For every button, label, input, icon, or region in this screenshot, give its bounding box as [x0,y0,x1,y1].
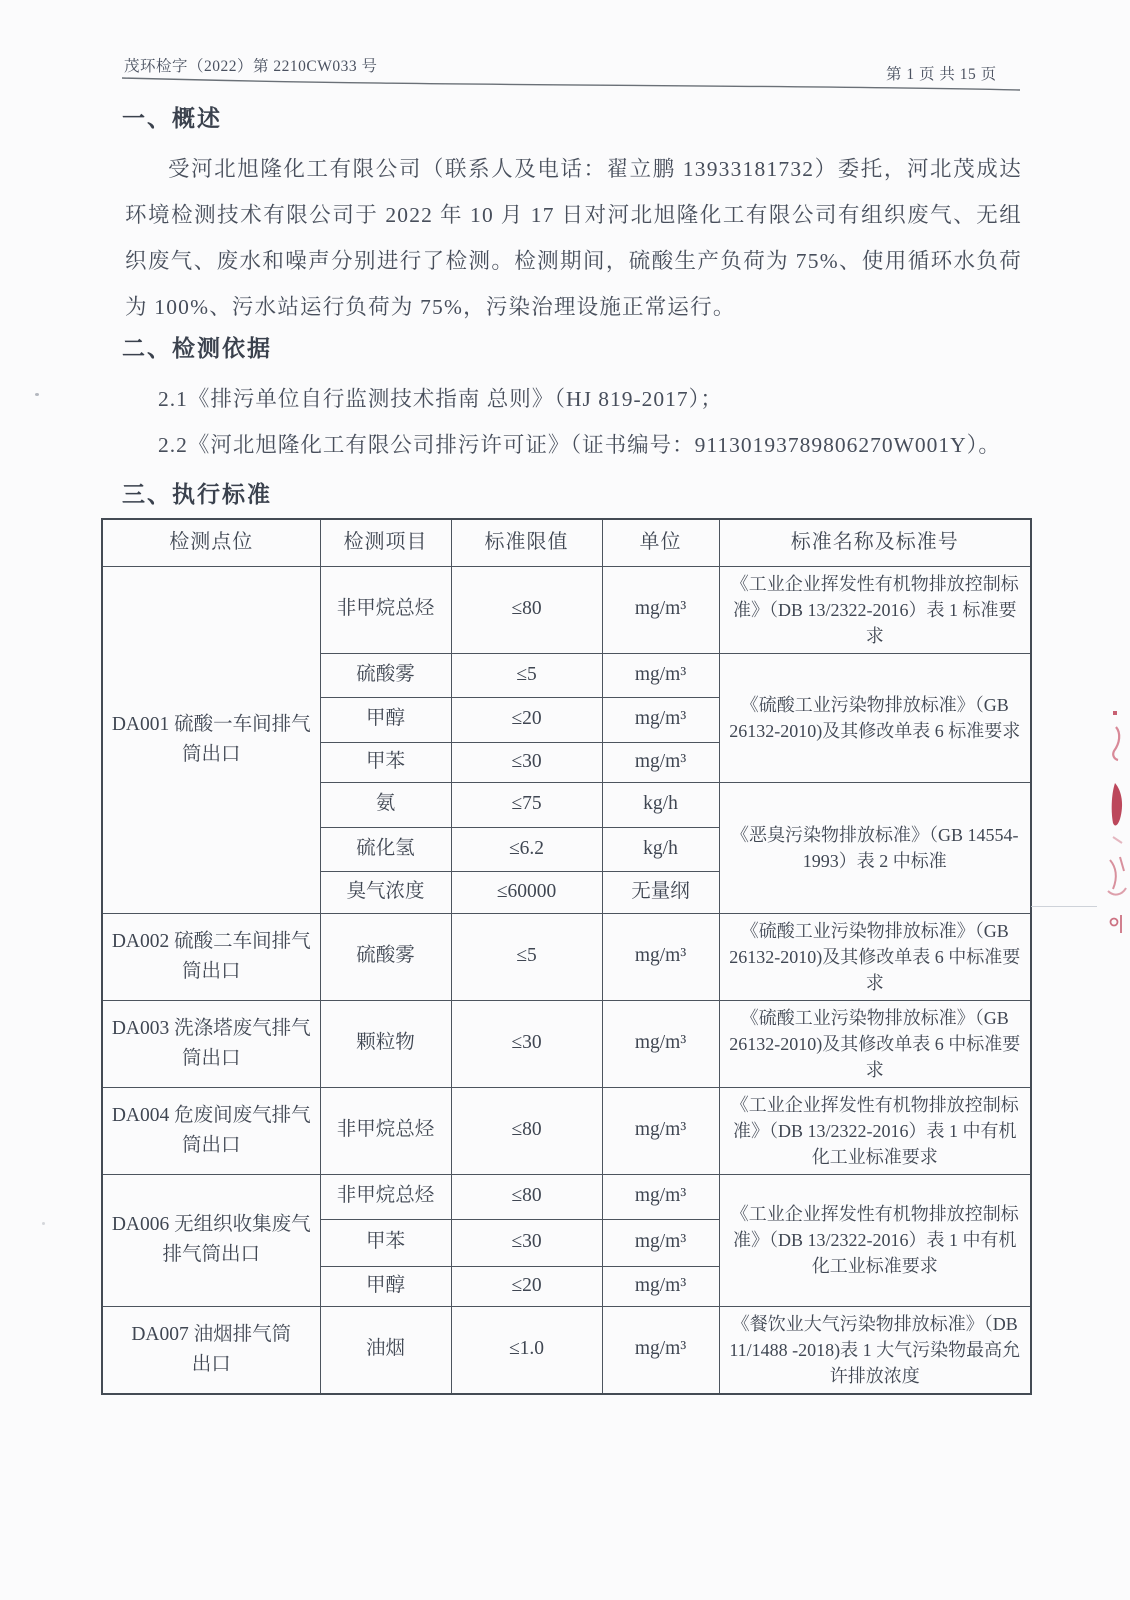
item-cell: 臭气浓度 [320,871,451,913]
standard-cell: 《硫酸工业污染物排放标准》（GB 26132-2010)及其修改单表 6 中标准要求 [719,913,1031,1000]
section2-title: 二、检测依据 [122,336,272,361]
standard-cell: 《工业企业挥发性有机物排放控制标准》（DB 13/2322-2016）表 1 中有机化工业标准要求 [719,1087,1031,1174]
unit-cell: mg/m³ [602,913,719,1000]
unit-cell: mg/m³ [602,1306,719,1394]
unit-cell: mg/m³ [602,1266,719,1306]
table-row [102,1087,1031,1174]
table-header-cell: 检测点位 [102,519,320,566]
item-cell: 非甲烷总烃 [320,566,451,653]
table-row [102,913,1031,1000]
limit-cell: ≤80 [451,1087,602,1174]
item-cell: 氨 [320,782,451,827]
unit-cell: mg/m³ [602,1219,719,1266]
table-header-cell: 检测项目 [320,519,451,566]
standard-cell: 《恶臭污染物排放标准》（GB 14554-1993）表 2 中标准 [719,782,1031,913]
limit-cell: ≤20 [451,697,602,742]
unit-cell: 无量纲 [602,871,719,913]
unit-cell: mg/m³ [602,1000,719,1087]
item-cell: 非甲烷总烃 [320,1174,451,1219]
section1-title: 一、概述 [122,106,222,131]
limit-cell: ≤80 [451,1174,602,1219]
standard-cell: 《硫酸工业污染物排放标准》（GB 26132-2010)及其修改单表 6 中标准要求 [719,1000,1031,1087]
limit-cell: ≤5 [451,913,602,1000]
standard-cell: 《工业企业挥发性有机物排放控制标准》（DB 13/2322-2016）表 1 标准要求 [719,566,1031,653]
scan-speck [42,1222,45,1225]
page-number: 第 1 页 共 15 页 [886,66,997,83]
item-cell: 非甲烷总烃 [320,1087,451,1174]
unit-cell: mg/m³ [602,653,719,697]
unit-cell: kg/h [602,782,719,827]
point-cell: DA001 硫酸一车间排气筒出口 [102,566,320,913]
reference-item-1: 2.1《排污单位自行监测技术指南 总则》（HJ 819-2017）； [158,387,723,411]
table-header-cell: 标准名称及标准号 [719,519,1031,566]
limit-cell: ≤30 [451,1219,602,1266]
point-cell: DA006 无组织收集废气排气筒出口 [102,1174,320,1306]
table-row [102,1306,1031,1394]
red-ink-marks [1100,695,1130,960]
overview-paragraph: 受河北旭隆化工有限公司（联系人及电话：翟立鹏 13933181732）委托，河北茂成达环境检测技术有限公司于 2022 年 10 月 17 日对河北旭隆化工有限公司有组织废气、无组织废气、废水和噪声分别进行了检测。检测期间，硫酸生产负荷为 75%、使用循环水负荷为 100%、污水站运行负荷为 75%，污染治理设施正常运行。 [125,157,1022,319]
limit-cell: ≤60000 [451,871,602,913]
standard-cell: 《工业企业挥发性有机物排放控制标准》（DB 13/2322-2016）表 1 中有机化工业标准要求 [719,1174,1031,1306]
unit-cell: mg/m³ [602,566,719,653]
limit-cell: ≤30 [451,1000,602,1087]
item-cell: 硫化氢 [320,827,451,871]
point-cell: DA004 危废间废气排气筒出口 [102,1087,320,1174]
limit-cell: ≤75 [451,782,602,827]
unit-cell: mg/m³ [602,1174,719,1219]
table-row [102,566,1031,653]
limit-cell: ≤30 [451,742,602,782]
point-cell: DA002 硫酸二车间排气筒出口 [102,913,320,1000]
standards-table [101,518,1032,1395]
unit-cell: mg/m³ [602,742,719,782]
standard-cell: 《硫酸工业污染物排放标准》（GB 26132-2010)及其修改单表 6 标准要求 [719,653,1031,782]
item-cell: 硫酸雾 [320,913,451,1000]
item-cell: 甲苯 [320,1219,451,1266]
table-header-row [102,519,1031,566]
document-number: 茂环检字（2022）第 2210CW033 号 [124,58,378,75]
limit-cell: ≤80 [451,566,602,653]
item-cell: 甲醇 [320,1266,451,1306]
table-row [102,1000,1031,1087]
item-cell: 甲醇 [320,697,451,742]
item-cell: 甲苯 [320,742,451,782]
reference-item-2: 2.2《河北旭隆化工有限公司排污许可证》（证书编号：91130193789806270W001Y）。 [158,433,1001,457]
limit-cell: ≤1.0 [451,1306,602,1394]
standard-cell: 《餐饮业大气污染物排放标准》（DB 11/1488 -2018)表 1 大气污染物最高允许排放浓度 [719,1306,1031,1394]
section3-title: 三、执行标准 [122,482,272,507]
limit-cell: ≤5 [451,653,602,697]
unit-cell: mg/m³ [602,697,719,742]
limit-cell: ≤6.2 [451,827,602,871]
item-cell: 颗粒物 [320,1000,451,1087]
table-header-cell: 标准限值 [451,519,602,566]
item-cell: 油烟 [320,1306,451,1394]
scan-fold-line [1031,906,1097,907]
unit-cell: mg/m³ [602,1087,719,1174]
table-row [102,1174,1031,1219]
point-cell: DA003 洗涤塔废气排气筒出口 [102,1000,320,1087]
point-cell: DA007 油烟排气筒出口 [102,1306,320,1394]
scan-speck [35,393,39,396]
item-cell: 硫酸雾 [320,653,451,697]
limit-cell: ≤20 [451,1266,602,1306]
table-header-cell: 单位 [602,519,719,566]
unit-cell: kg/h [602,827,719,871]
